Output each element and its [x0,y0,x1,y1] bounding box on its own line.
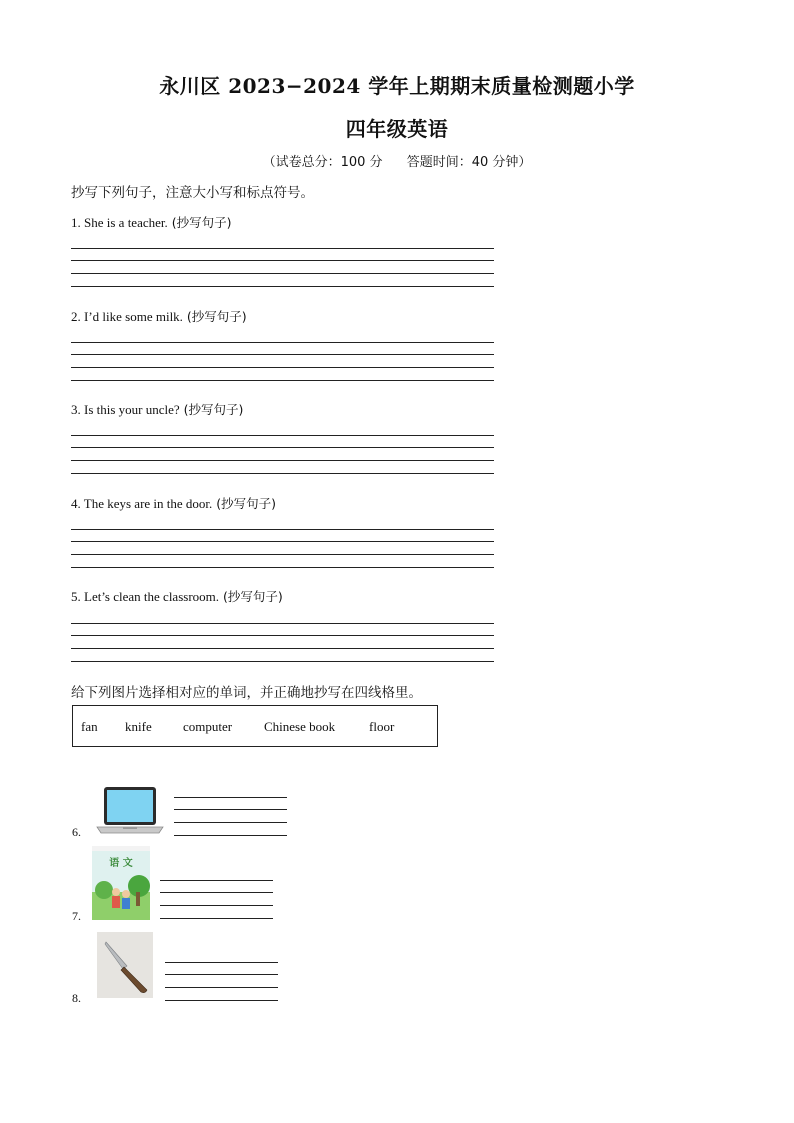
question-label: 2. I’d like some milk. [71,309,183,324]
item-number-8: 8. [72,991,81,1005]
question-5 [71,587,283,605]
time-info: 答题时间：40 分钟） [406,155,532,170]
four-line-grid-2[interactable] [71,342,494,380]
question-3 [71,400,243,418]
four-line-grid-6[interactable] [174,797,287,835]
question-2 [71,307,247,325]
score-info: （试卷总分：100 分 [262,155,383,170]
knife-icon [97,932,153,998]
question-1 [71,213,231,231]
question-suffix: (抄写句子) [212,496,277,511]
word-option: computer [183,719,233,734]
question-suffix: (抄写句子) [167,215,232,230]
question-suffix: (抄写句子) [179,402,244,417]
chinese-book-icon [92,846,150,920]
question-label: 3. Is this your uncle? [71,402,180,417]
four-line-grid-5[interactable] [71,623,494,661]
book-cover-title: 语 文 [109,858,133,869]
question-4 [71,494,276,512]
word-option: floor [369,719,395,734]
item-number-6: 6. [72,825,81,839]
item-number-7: 7. [72,909,81,923]
word-bank [72,705,438,747]
question-label: 5. Let’s clean the classroom. [71,589,220,604]
question-label: 4. The keys are in the door. [71,496,213,511]
exam-title: 永川区 2023−2024 学年上期期末质量检测题小学 [159,74,635,98]
four-line-grid-4[interactable] [71,529,494,567]
exam-info [0,151,794,170]
exam-subject-title: 四年级英语 [345,117,449,141]
section2-instruction: 给下列图片选择相对应的单词，并正确地抄写在四线格里。 [71,685,422,701]
section1-instruction: 抄写下列句子，注意大小写和标点符号。 [71,185,314,201]
four-line-grid-8[interactable] [165,962,278,1000]
word-option: fan [81,719,98,734]
four-line-grid-7[interactable] [160,880,273,918]
four-line-grid-1[interactable] [71,248,494,286]
word-option: Chinese book [264,719,336,734]
question-suffix: (抄写句子) [219,589,283,604]
word-option: knife [125,719,152,734]
question-suffix: (抄写句子) [182,309,247,324]
question-label: 1. She is a teacher. [71,215,168,230]
four-line-grid-3[interactable] [71,435,494,473]
laptop-icon [96,786,164,836]
